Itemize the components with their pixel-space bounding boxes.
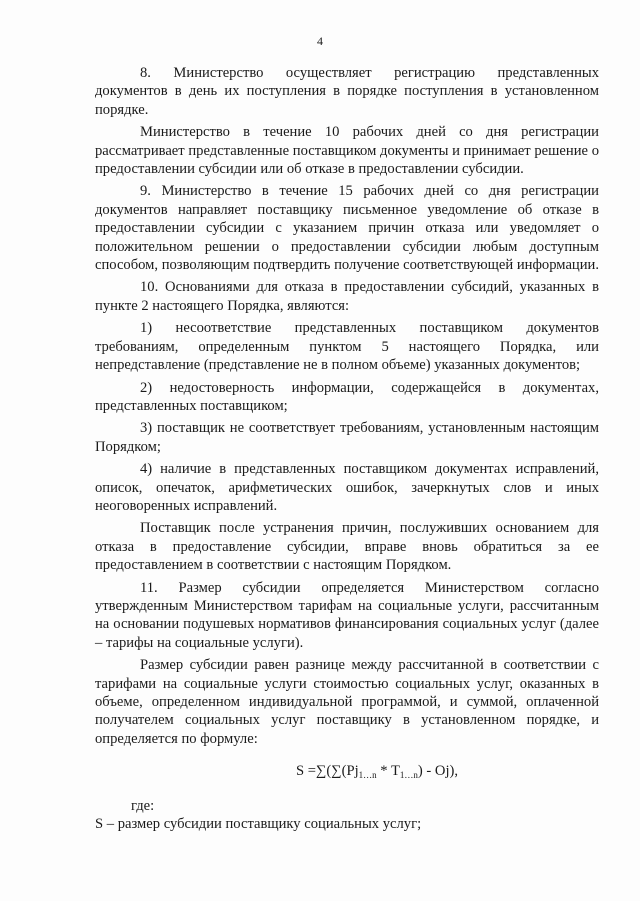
paragraph-subsidy-size: Размер субсидии равен разнице между рассчитанной в соответствии с тарифами на социальные услуги стоимостью социальных услуг, оказанных в объеме, определенном индивидуальной программой, и суммой, оплаченной получателем социальных услуг поставщику в установленном порядке, и определяется по формуле: [95, 657, 599, 747]
page-number: 4 [317, 34, 323, 48]
refusal-ground-4: 4) наличие в представленных поставщиком документах исправлений, описок, опечаток, арифметических ошибок, зачеркнутых слов и иных неоговоренных исправлений. [95, 461, 599, 514]
paragraph-reapply: Поставщик после устранения причин, послуживших основанием для отказа в предоставление субсидии, вправе вновь обратиться за ее предоставлением в соответствии с настоящим Порядком. [95, 520, 599, 574]
paragraph-item-8: 8. Министерство осуществляет регистрацию представленных документов в день их поступления в порядке поступления в установленном порядке. [95, 65, 599, 118]
definition-s: S – размер субсидии поставщику социальных услуг; [95, 816, 422, 833]
formula-lead: S =∑(∑(Pj [295, 763, 359, 780]
formula-mid: * T [376, 763, 400, 780]
paragraph-item-9: 9. Министерство в течение 15 рабочих дней со дня регистрации документов направляет поставщику письменное уведомление об отказе в предоставлении субсидии с указанием причин отказа или уведомляет о положительном решении о предоставлении субсидии любым доступным способом, позволяющим подтвердить получение соответствующей информации. [95, 183, 599, 274]
paragraph-review-period: Министерство в течение 10 рабочих дней со дня регистрации рассматривает представленные поставщиком документы и принимает решение о предоставлении субсидии или об отказе в предоставлении субсидии. [95, 124, 599, 178]
formula-tail: ) - Oj), [417, 763, 459, 780]
formula-subscript-t: 1…n [399, 770, 418, 781]
document-body [95, 64, 599, 833]
paragraph-item-10: 10. Основаниями для отказа в предоставлении субсидий, указанных в пункте 2 настоящего Порядка, являются: [95, 279, 599, 314]
subsidy-formula [95, 762, 599, 784]
refusal-ground-1: 1) несоответствие представленных поставщиком документов требованиям, определенным пунктом 5 настоящего Порядка, или непредставление (представление не в полном объеме) указанных документов; [95, 320, 599, 374]
refusal-ground-2: 2) недостоверность информации, содержащейся в документах, представленных поставщиком; [95, 379, 599, 414]
formula-subscript-pj: 1…n [358, 770, 377, 781]
where-label: где: [131, 797, 155, 814]
paragraph-item-11: 11. Размер субсидии определяется Министерством согласно утвержденным Министерством тарифам на социальные услуги, рассчитанным на основании подушевых нормативов финансирования социальных услуг (далее – тарифы на социальные услуги). [95, 579, 599, 651]
refusal-ground-3: 3) поставщик не соответствует требованиям, установленным настоящим Порядком; [95, 420, 599, 455]
